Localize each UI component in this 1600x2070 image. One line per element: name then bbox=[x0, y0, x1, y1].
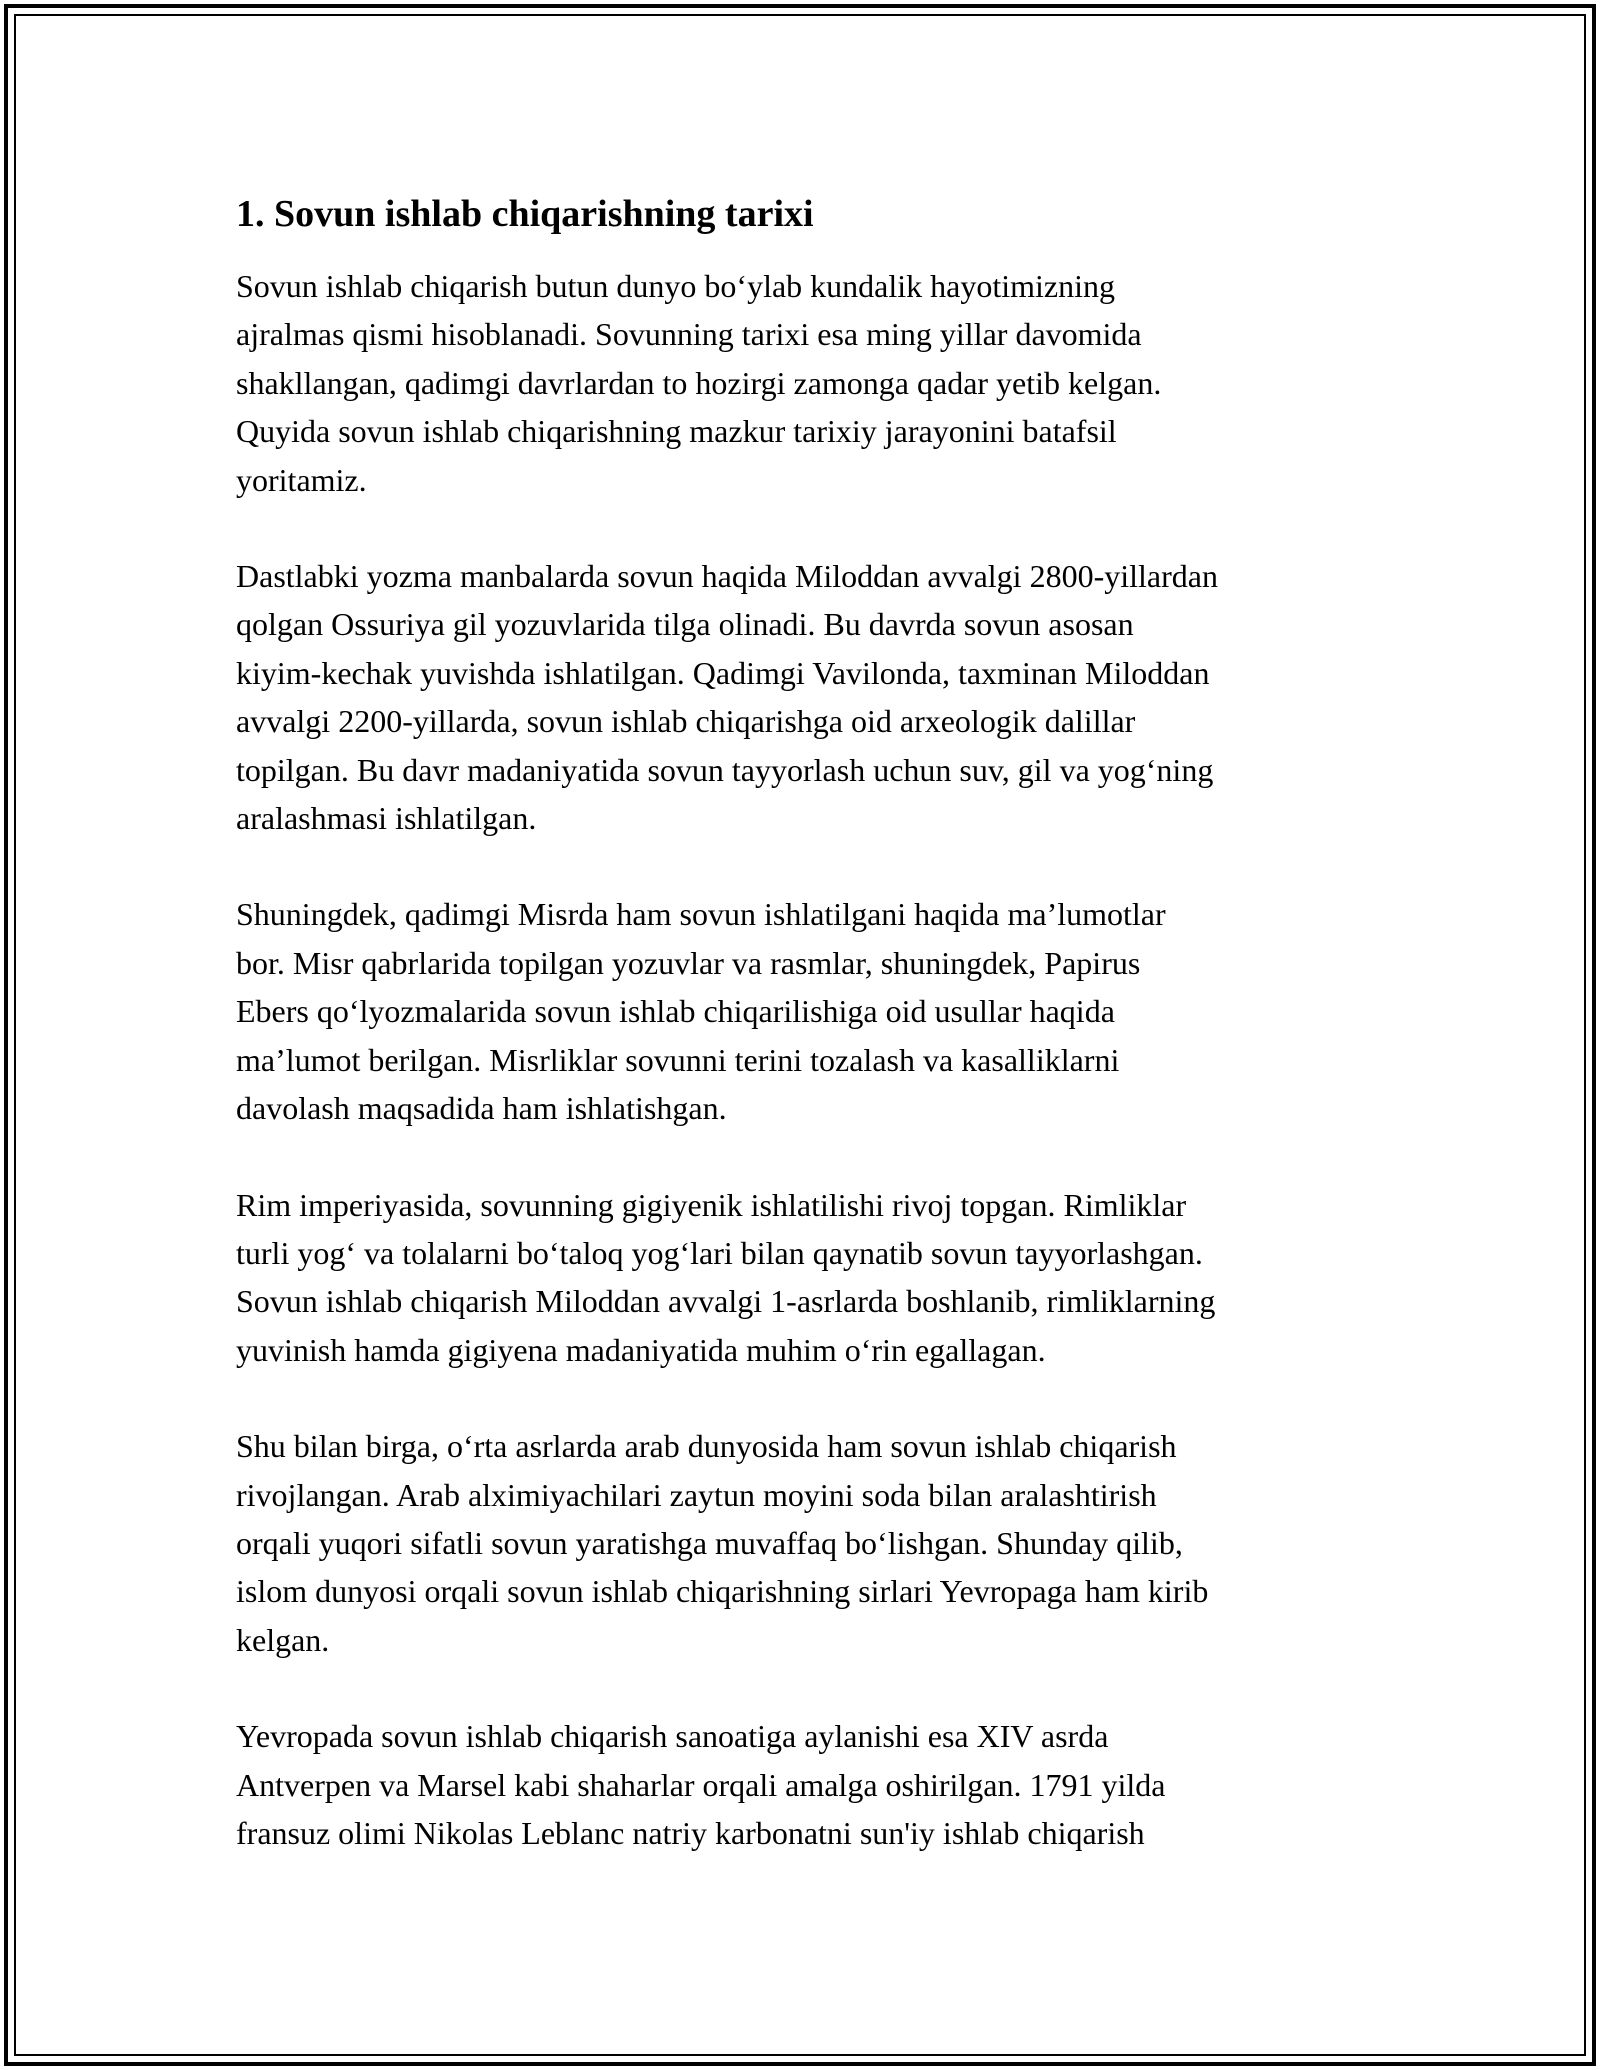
paragraph bbox=[236, 1422, 1366, 1664]
paragraph-line: shakllangan, qadimgi davrlardan to hozirgi zamonga qadar yetib kelgan. bbox=[236, 364, 1162, 401]
paragraph-line: Antverpen va Marsel kabi shaharlar orqali amalga oshirilgan. 1791 yilda bbox=[236, 1766, 1166, 1803]
paragraph-line: Quyida sovun ishlab chiqarishning mazkur tarixiy jarayonini batafsil bbox=[236, 413, 1117, 450]
paragraph-line: yoritamiz. bbox=[236, 461, 367, 498]
paragraph-line: Shu bilan birga, o‘rta asrlarda arab dunyosida ham sovun ishlab chiqarish bbox=[236, 1428, 1177, 1465]
paragraph-line: fransuz olimi Nikolas Leblanc natriy karbonatni sun'iy ishlab chiqarish bbox=[236, 1814, 1145, 1851]
document-body bbox=[236, 186, 1366, 1905]
paragraph-line: turli yog‘ va tolalarni bo‘taloq yog‘lari bilan qaynatib sovun tayyorlashgan. bbox=[236, 1234, 1203, 1271]
paragraph-line: kiyim-kechak yuvishda ishlatilgan. Qadimgi Vavilonda, taxminan Miloddan bbox=[236, 654, 1210, 691]
paragraph-line: Yevropada sovun ishlab chiqarish sanoatiga aylanishi esa XIV asrda bbox=[236, 1718, 1109, 1755]
paragraph-line: islom dunyosi orqali sovun ishlab chiqarishning sirlari Yevropaga ham kirib bbox=[236, 1573, 1209, 1610]
paragraph-line: Dastlabki yozma manbalarda sovun haqida Miloddan avvalgi 2800-yillardan bbox=[236, 558, 1218, 595]
paragraph bbox=[236, 1712, 1366, 1857]
paragraph bbox=[236, 1181, 1366, 1375]
paragraph-line: yuvinish hamda gigiyena madaniyatida muhim o‘rin egallagan. bbox=[236, 1331, 1046, 1368]
paragraph-line: qolgan Ossuriya gil yozuvlarida tilga olinadi. Bu davrda sovun asosan bbox=[236, 606, 1134, 643]
paragraph-line: Sovun ishlab chiqarish Miloddan avvalgi 1-asrlarda boshlanib, rimliklarning bbox=[236, 1283, 1216, 1320]
paragraph-line: aralashmasi ishlatilgan. bbox=[236, 800, 537, 837]
paragraph-line: avvalgi 2200-yillarda, sovun ishlab chiqarishga oid arxeologik dalillar bbox=[236, 703, 1136, 740]
paragraph-list bbox=[236, 262, 1366, 1857]
paragraph-line: ajralmas qismi hisoblanadi. Sovunning tarixi esa ming yillar davomida bbox=[236, 316, 1142, 353]
paragraph-line: bor. Misr qabrlarida topilgan yozuvlar va rasmlar, shuningdek, Papirus bbox=[236, 944, 1141, 981]
paragraph-line: Rim imperiyasida, sovunning gigiyenik ishlatilishi rivoj topgan. Rimliklar bbox=[236, 1186, 1187, 1223]
paragraph bbox=[236, 262, 1366, 504]
paragraph-line: Shuningdek, qadimgi Misrda ham sovun ishlatilgani haqida ma’lumotlar bbox=[236, 896, 1166, 933]
paragraph bbox=[236, 890, 1366, 1132]
paragraph-line: rivojlangan. Arab alximiyachilari zaytun moyini soda bilan aralashtirish bbox=[236, 1476, 1157, 1513]
section-heading: 1. Sovun ishlab chiqarishning tarixi bbox=[236, 193, 814, 235]
paragraph-line: davolash maqsadida ham ishlatishgan. bbox=[236, 1090, 727, 1127]
paragraph-line: topilgan. Bu davr madaniyatida sovun tayyorlash uchun suv, gil va yog‘ning bbox=[236, 751, 1214, 788]
paragraph-line: Ebers qo‘lyozmalarida sovun ishlab chiqarilishiga oid usullar haqida bbox=[236, 993, 1115, 1030]
paragraph-line: kelgan. bbox=[236, 1621, 330, 1658]
paragraph bbox=[236, 552, 1366, 842]
paragraph-line: ma’lumot berilgan. Misrliklar sovunni terini tozalash va kasalliklarni bbox=[236, 1041, 1120, 1078]
paragraph-line: orqali yuqori sifatli sovun yaratishga muvaffaq bo‘lishgan. Shunday qilib, bbox=[236, 1524, 1183, 1561]
paragraph-line: Sovun ishlab chiqarish butun dunyo bo‘ylab kundalik hayotimizning bbox=[236, 268, 1116, 304]
